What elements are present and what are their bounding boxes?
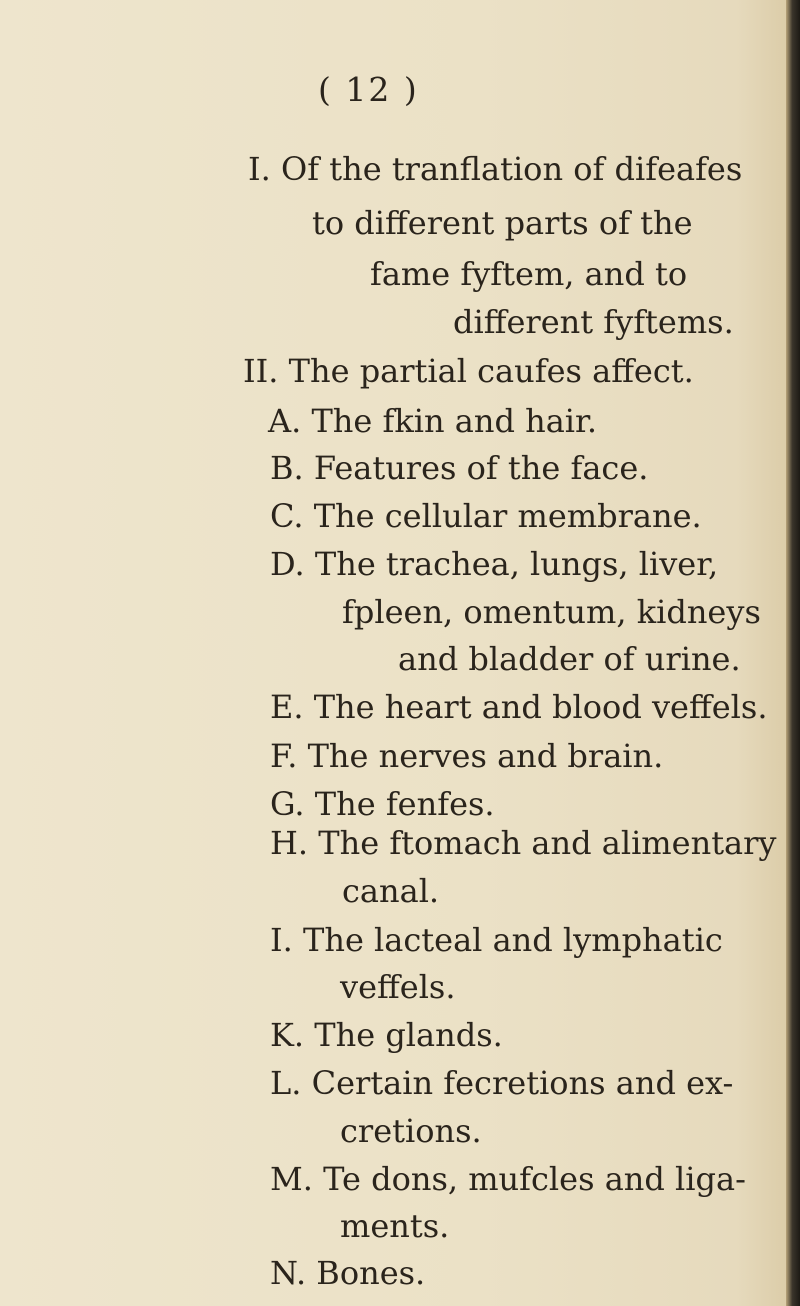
item-n: N. Bones. [270, 1254, 426, 1292]
item-i-marker: I. [270, 921, 293, 959]
item-g-marker: G. [270, 785, 305, 823]
section-i-marker: I. [248, 150, 271, 188]
section-i-line-3: fame fyftem, and to [370, 255, 688, 293]
item-m-marker: M. [270, 1160, 313, 1198]
item-a-marker: A. [268, 402, 302, 440]
item-d-line-2: fpleen, omentum, kidneys [342, 593, 761, 631]
item-b: B. Features of the face. [270, 449, 649, 487]
item-k-marker: K. [270, 1016, 305, 1054]
item-h-line-2: canal. [342, 872, 440, 910]
item-d-line-1: D. The trachea, lungs, liver, [270, 545, 719, 583]
item-a: A. The fkin and hair. [268, 402, 597, 440]
item-c: C. The cellular membrane. [270, 497, 702, 535]
item-d-marker: D. [270, 545, 305, 583]
item-c-marker: C. [270, 497, 304, 535]
page-number: ( 12 ) [318, 70, 419, 109]
item-h-line-1: H. The ftomach and alimentary [270, 824, 777, 862]
item-h-marker: H. [270, 824, 309, 862]
item-m-line-2: ments. [340, 1207, 450, 1245]
item-l-marker: L. [270, 1064, 302, 1102]
section-i-line-2: to different parts of the [312, 204, 693, 242]
item-f: F. The nerves and brain. [270, 737, 664, 775]
item-i-line-1: I. The lacteal and lymphatic [270, 921, 723, 959]
item-d-line-3: and bladder of urine. [398, 640, 741, 678]
item-g: G. The fenfes. [270, 785, 495, 823]
item-m-line-1: M. Te dons, mufcles and liga- [270, 1160, 746, 1198]
item-k: K. The glands. [270, 1016, 503, 1054]
item-l-line-1: L. Certain fecretions and ex- [270, 1064, 734, 1102]
section-ii-line: II. The partial caufes affect. [243, 352, 694, 390]
section-i-line-4: different fyftems. [453, 303, 734, 341]
item-b-marker: B. [270, 449, 304, 487]
section-i-line-1: I. Of the tranflation of difeafes [248, 150, 743, 188]
item-e-marker: E. [270, 688, 304, 726]
item-i-line-2: veffels. [340, 968, 456, 1006]
book-spine-edge [786, 0, 800, 1306]
section-ii-marker: II. [243, 352, 279, 390]
item-l-line-2: cretions. [340, 1112, 482, 1150]
item-e: E. The heart and blood veffels. [270, 688, 768, 726]
item-f-marker: F. [270, 737, 298, 775]
item-n-marker: N. [270, 1254, 307, 1292]
